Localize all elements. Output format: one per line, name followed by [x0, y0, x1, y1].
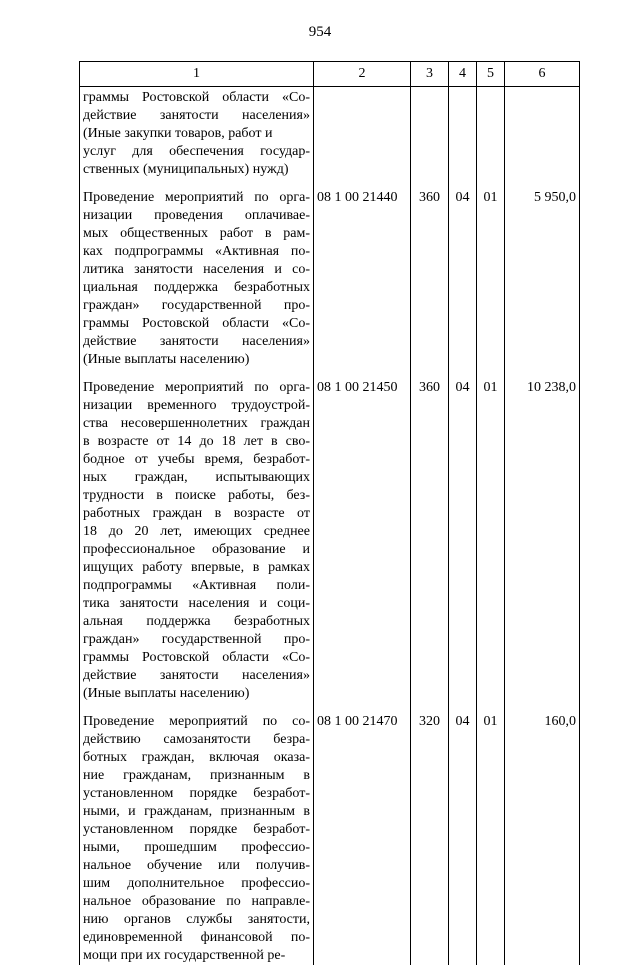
description-line: нию органов службы занятости, — [83, 911, 310, 929]
budget-table — [79, 61, 580, 965]
description-line: 18 до 20 лет, имеющих среднее — [83, 523, 310, 541]
amount: 160,0 — [505, 703, 580, 965]
amount: 10 238,0 — [505, 369, 580, 703]
description-line: литика занятости населения и со- — [83, 261, 310, 279]
description-line: подпрограммы «Активная поли- — [83, 577, 310, 595]
description-line: действие занятости населения» — [83, 667, 310, 685]
description-line: единовременной финансовой по- — [83, 929, 310, 947]
target-code: 08 1 00 21450 — [314, 369, 411, 703]
expense-type: 320 — [411, 703, 449, 965]
column-header: 5 — [477, 62, 505, 87]
section-code: 04 — [449, 703, 477, 965]
page-number: 954 — [0, 24, 640, 41]
description-line: граммы Ростовской области «Со- — [83, 89, 310, 107]
description-line: ства несовершеннолетних граждан — [83, 415, 310, 433]
section-code: 04 — [449, 369, 477, 703]
description-line: тика занятости населения и соци- — [83, 595, 310, 613]
description-line: низации проведения оплачивае- — [83, 207, 310, 225]
amount: 5 950,0 — [505, 179, 580, 369]
description-line: профессиональное образование и — [83, 541, 310, 559]
description-line: нальное образование по направле- — [83, 893, 310, 911]
subsection-code — [477, 87, 505, 180]
expense-type: 360 — [411, 369, 449, 703]
amount — [505, 87, 580, 180]
description-line: действие занятости населения» — [83, 107, 310, 125]
column-header: 6 — [505, 62, 580, 87]
row-description — [80, 703, 314, 965]
table-header-row — [80, 62, 580, 87]
subsection-code: 01 — [477, 369, 505, 703]
description-line: услуг для обеспечения государ- — [83, 143, 310, 161]
row-description — [80, 87, 314, 180]
description-line: ботных граждан, включая оказа- — [83, 749, 310, 767]
table-row — [80, 179, 580, 369]
table-row — [80, 87, 580, 180]
row-description — [80, 179, 314, 369]
description-line: граммы Ростовской области «Со- — [83, 649, 310, 667]
column-header: 4 — [449, 62, 477, 87]
table-row — [80, 703, 580, 965]
column-header: 3 — [411, 62, 449, 87]
row-description — [80, 369, 314, 703]
description-line: Проведение мероприятий по орга- — [83, 189, 310, 207]
description-line: (Иные закупки товаров, работ и — [83, 125, 310, 143]
description-line: действие занятости населения» — [83, 333, 310, 351]
description-line: в возрасте от 14 до 18 лет в сво- — [83, 433, 310, 451]
description-line: ных граждан, испытывающих — [83, 469, 310, 487]
description-line: мощи при их государственной ре- — [83, 947, 310, 965]
description-line: установленном порядке безработ- — [83, 785, 310, 803]
table-row — [80, 369, 580, 703]
description-line: мых общественных работ в рам- — [83, 225, 310, 243]
description-line: граждан» государственной про- — [83, 631, 310, 649]
description-line: циальная поддержка безработных — [83, 279, 310, 297]
description-line: ными, и гражданам, признанным в — [83, 803, 310, 821]
section-code: 04 — [449, 179, 477, 369]
subsection-code: 01 — [477, 179, 505, 369]
description-line: ственных (муниципальных) нужд) — [83, 161, 310, 179]
description-line: Проведение мероприятий по со- — [83, 713, 310, 731]
description-line: низации временного трудоустрой- — [83, 397, 310, 415]
target-code: 08 1 00 21440 — [314, 179, 411, 369]
subsection-code: 01 — [477, 703, 505, 965]
expense-type — [411, 87, 449, 180]
expense-type: 360 — [411, 179, 449, 369]
description-line: ищущих работу впервые, в рамках — [83, 559, 310, 577]
description-line: (Иные выплаты населению) — [83, 351, 310, 369]
description-line: ках подпрограммы «Активная по- — [83, 243, 310, 261]
description-line: трудности в поиске работы, без- — [83, 487, 310, 505]
description-line: ние гражданам, признанным в — [83, 767, 310, 785]
column-header: 1 — [80, 62, 314, 87]
column-header: 2 — [314, 62, 411, 87]
description-line: ными, прошедшим профессио- — [83, 839, 310, 857]
description-line: действию самозанятости безра- — [83, 731, 310, 749]
description-line: альная поддержка безработных — [83, 613, 310, 631]
target-code — [314, 87, 411, 180]
target-code: 08 1 00 21470 — [314, 703, 411, 965]
description-line: бодное от учебы время, безработ- — [83, 451, 310, 469]
description-line: установленном порядке безработ- — [83, 821, 310, 839]
description-line: (Иные выплаты населению) — [83, 685, 310, 703]
description-line: граждан» государственной про- — [83, 297, 310, 315]
description-line: шим дополнительное профессио- — [83, 875, 310, 893]
section-code — [449, 87, 477, 180]
table-body — [80, 87, 580, 965]
description-line: нальное обучение или получив- — [83, 857, 310, 875]
description-line: Проведение мероприятий по орга- — [83, 379, 310, 397]
description-line: граммы Ростовской области «Со- — [83, 315, 310, 333]
description-line: работных граждан в возрасте от — [83, 505, 310, 523]
